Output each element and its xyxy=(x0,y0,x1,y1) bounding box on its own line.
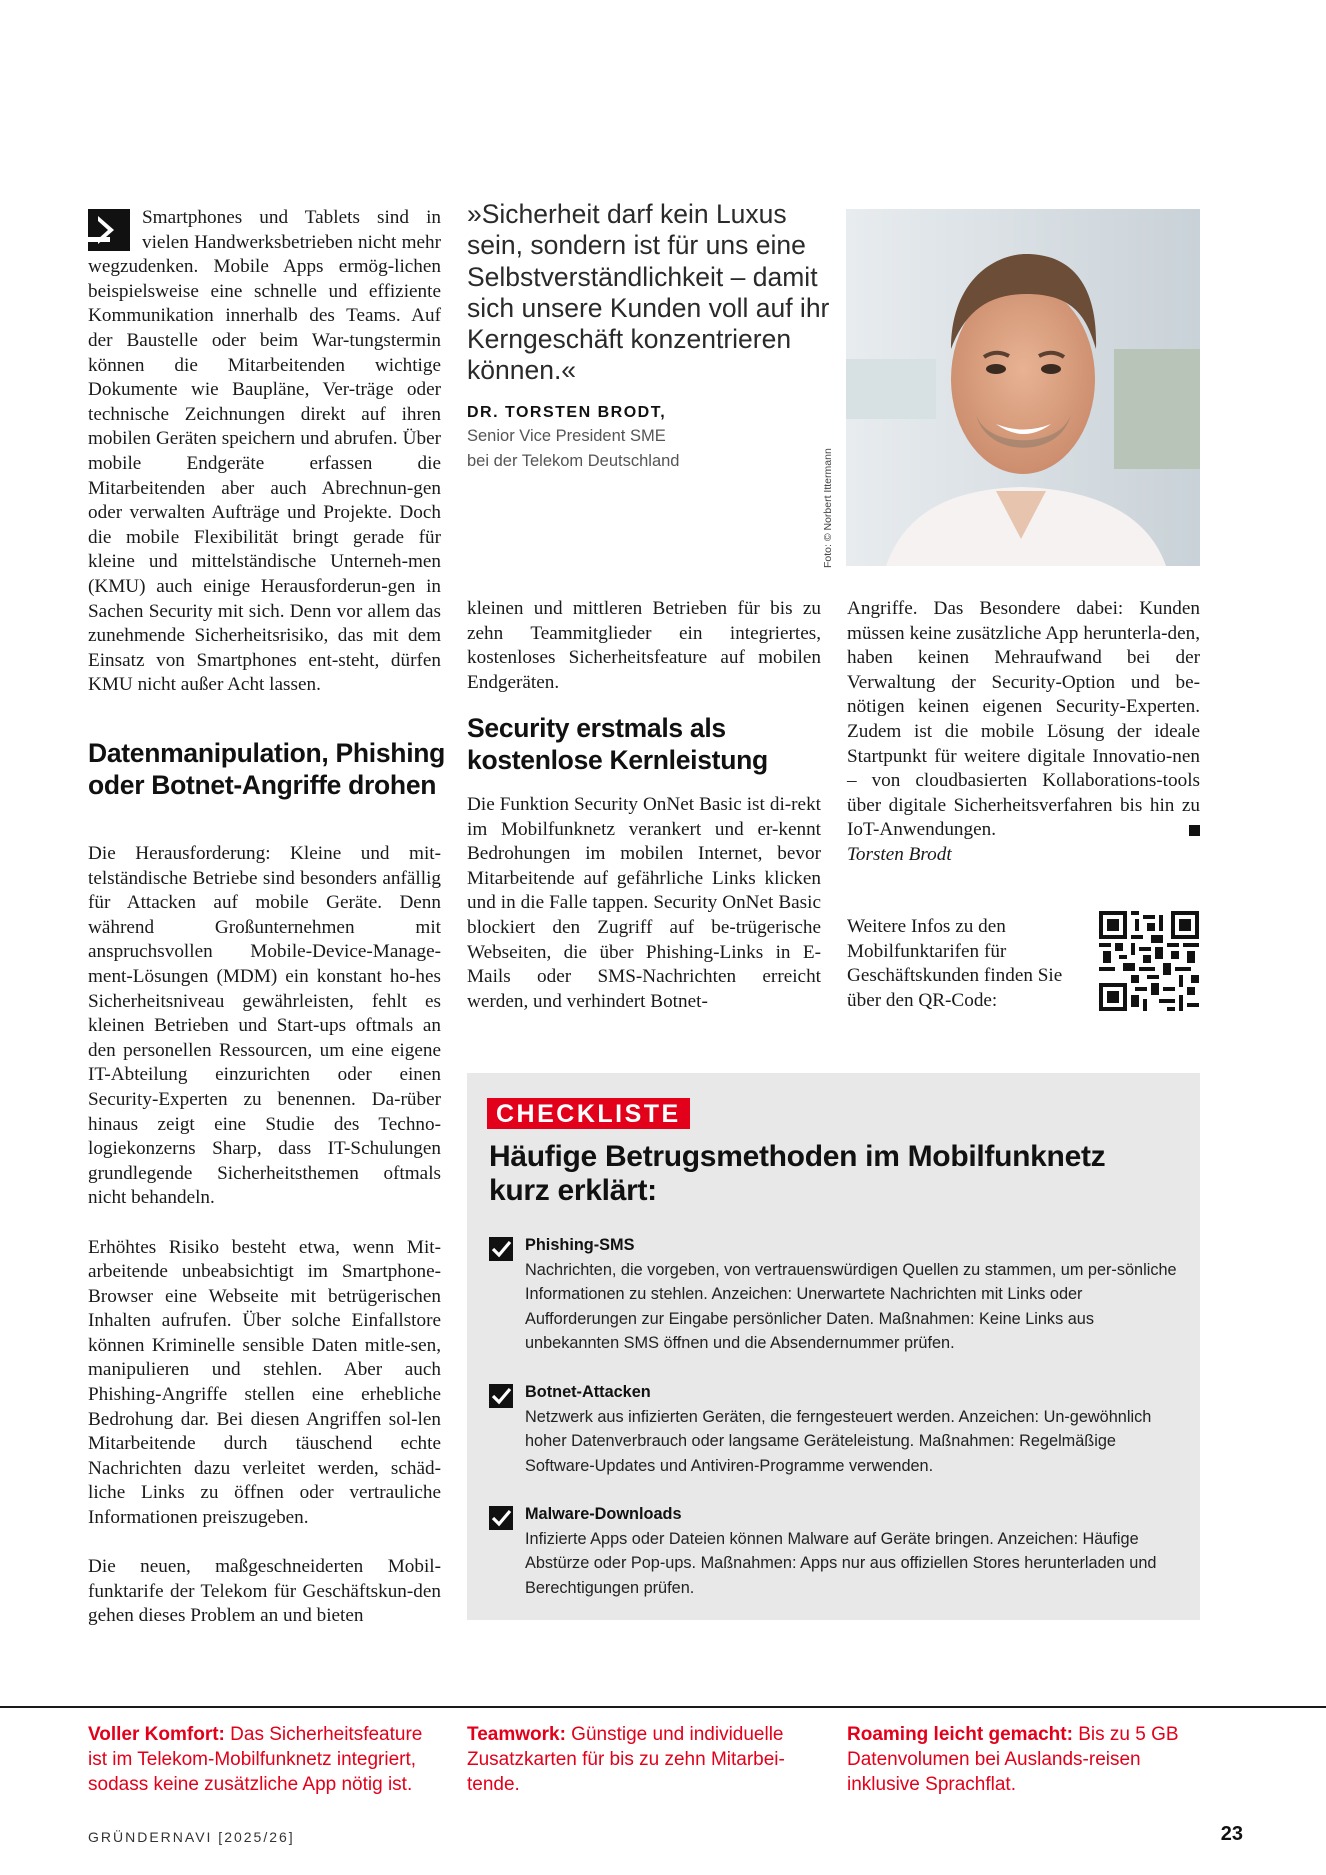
paragraph-angriffe xyxy=(847,597,1200,843)
paragraph-security-onnet: Die Funktion Security OnNet Basic ist di-rekt im Mobilfunknetz verankert und er-kennt Bedrohungen im mobilen Internet, bevor Mitarbeitende auf gefährliche Links klicken und in die Falle tappen. Security OnNet Basic blockiert den Zugriff auf be-trügerische Webseiten, die über Phishing-Links in E-Mails oder SMS-Nachrichten erreicht werden, und verhindert Botnet- xyxy=(467,794,821,1012)
column-2-upper xyxy=(467,597,821,695)
paragraph-kleinen-betrieben: kleinen und mittleren Betrieben für bis zu zehn Teammitglieder ein integriertes, kostenloses Sicherheitsfeature auf mobilen Endgeräten. xyxy=(467,598,821,693)
quote-author-name: DR. TORSTEN BRODT, xyxy=(467,404,667,421)
checklist-item-text: Infizierte Apps oder Dateien können Malware auf Geräte bringen. Anzeichen: Häufige Abstürze oder Pop-ups. Maßnahmen: Apps nur aus offiziellen Stores herunterladen und Berechtigungen prüfen. xyxy=(525,1529,1157,1597)
page-number: 23 xyxy=(1220,1823,1243,1845)
highlight-label: Voller Komfort: xyxy=(88,1724,225,1745)
quote-author-role-2: bei der Telekom Deutschland xyxy=(467,452,680,470)
quote-author-role-1: Senior Vice President SME xyxy=(467,427,666,445)
checklist-item xyxy=(489,1502,1179,1600)
paragraph-neue-tarife: Die neuen, maßgeschneiderten Mobil-funktarife der Telekom für Geschäftskun-den gehen dieses Problem an und bieten xyxy=(88,1556,441,1627)
photo-credit: Foto: © Norbert Ittermann xyxy=(822,448,834,568)
checkbox-checked-icon xyxy=(489,1384,513,1408)
checklist-item-content xyxy=(525,1380,1179,1478)
checkbox-checked-icon xyxy=(489,1506,513,1530)
arrow-right-icon xyxy=(88,209,130,251)
intro-paragraph: Smartphones und Tablets sind in vielen Handwerksbetrieben nicht mehr wegzudenken. Mobile Apps ermög-lichen beispielsweise eine schnelle und effiziente Kommunikation innerhalb des Teams. Auf der Baustelle oder beim War-tungstermin können die Mitarbeitenden wichtige Dokumente wie Baupläne, Ver-träge oder technische Zeichnungen direkt auf ihren mobilen Geräten speichern und abrufen. Über mobile Endgeräte erfassen die Mitarbeitenden aber auch Abrechnun-gen oder verwalten Aufträge und Projekte. Doch die mobile Flexibilität bringt gerade für kleine und mittelständische Unterneh-men (KMU) auch einige Herausforderun-gen in Sachen Security mit sich. Denn vor allem das zunehmende Sicherheitsrisiko, das mit dem Einsatz von Smartphones ent-steht, dürfen KMU nicht außer Acht lassen. xyxy=(88,207,441,696)
qr-code-icon[interactable] xyxy=(1099,911,1199,1011)
highlight-roaming xyxy=(847,1722,1202,1797)
checklist-box xyxy=(467,1073,1200,1620)
checkbox-checked-icon xyxy=(489,1237,513,1261)
checklist-title: Häufige Betrugsmethoden im Mobilfunknetz kurz erklärt: xyxy=(489,1140,1106,1207)
paragraph-angriffe-text: Angriffe. Das Besondere dabei: Kunden müssen keine zusätzliche App herunterla-den, haben keinen Mehraufwand bei der Verwaltung der Security-Option und be-nötigen keinen eigenen Security-Experten. Zudem ist die mobile Lösung der ideale Startpunkt für weitere digitale Innovatio-nen – von cloudbasierten Kollaborations-tools über digitale Sicherheitsverfahren bis hin zu IoT-Anwendungen. xyxy=(847,598,1200,841)
checklist-item-title: Malware-Downloads xyxy=(525,1505,682,1523)
end-mark-icon xyxy=(1189,825,1200,836)
checklist-item-title: Botnet-Attacken xyxy=(525,1383,651,1401)
footer-divider xyxy=(0,1706,1326,1708)
paragraph-herausforderung: Die Herausforderung: Kleine und mit-telständische Betriebe sind besonders anfällig für Attacken auf mobile Geräte. Denn während Großunternehmen mit anspruchsvollen Mobile-Device-Manage-ment-Lösungen (MDM) ein konstant ho-hes Sicherheitsniveau gewährleisten, fehlt es kleinen Betrieben und Start-ups oftmals an den personellen Ressourcen, um eine eigene IT-Abteilung einzurichten oder einen Security-Experten zu benennen. Da-rüber hinaus zeigt eine Studie des Techno-logiekonzerns Sharp, dass IT-Schulungen grundlegende Sicherheitsthemen oftmals nicht behandeln. xyxy=(88,843,441,1209)
pull-quote: »Sicherheit darf kein Luxus sein, sondern ist für uns eine Selbstverständlichkeit – damit sich unsere Kunden voll auf ihr Kerngeschäft konzentrieren können.« xyxy=(467,199,830,386)
column-1-lower xyxy=(88,842,441,1629)
section-heading-security: Security erstmals als kostenlose Kernleistung xyxy=(467,713,768,775)
checklist-item xyxy=(489,1233,1179,1356)
magazine-name: GRÜNDERNAVI [2025/26] xyxy=(88,1829,295,1845)
author-signature: Torsten Brodt xyxy=(847,843,952,865)
section-heading-datenmanipulation: Datenmanipulation, Phishing oder Botnet-Angriffe drohen xyxy=(88,738,446,800)
checklist-item-title: Phishing-SMS xyxy=(525,1236,635,1254)
checklist-item-content xyxy=(525,1502,1179,1600)
quote-author xyxy=(467,404,827,474)
checklist-item-content xyxy=(525,1233,1179,1356)
paragraph-risiko: Erhöhtes Risiko besteht etwa, wenn Mit-arbeitende unbeabsichtigt im Smartphone-Browser eine Webseite mit betrügerischen Inhalten aufrufen. Über solche Einfallstore können Kriminelle sensible Daten mitle-sen, manipulieren und stehlen. Aber auch Phishing-Angriffe stellen eine erhebliche Bedrohung dar. Bei diesen Angriffen sol-len Mitarbeitende durch täuschend echte Nachrichten dazu verleitet werden, schäd-liche Links zu öffnen oder vertrauliche Informationen preiszugeben. xyxy=(88,1236,441,1529)
portrait-illustration xyxy=(846,209,1200,566)
highlight-text: Günstige und individuelle Zusatzkarten für bis zu zehn Mitarbei-tende. xyxy=(467,1724,785,1795)
highlight-komfort xyxy=(88,1722,443,1797)
highlight-teamwork xyxy=(467,1722,822,1797)
checklist-item-text: Nachrichten, die vorgeben, von vertrauenswürdigen Quellen zu stammen, um per-sönliche Informationen zu stehlen. Anzeichen: Unerwartete Nachrichten mit Links oder Aufforderungen zur Eingabe persönlicher Daten. Maßnahmen: Keine Links aus unbekannten SMS öffnen und die Absendernummer prüfen. xyxy=(525,1260,1177,1353)
column-3 xyxy=(847,597,1200,868)
highlight-text: Bis zu 5 GB Datenvolumen bei Auslands-reisen inklusive Sprachflat. xyxy=(847,1724,1179,1795)
column-1 xyxy=(88,206,441,698)
column-2-lower xyxy=(467,793,821,1014)
highlight-label: Roaming leicht gemacht: xyxy=(847,1724,1073,1745)
checklist-badge: CHECKLISTE xyxy=(487,1098,690,1129)
portrait-photo xyxy=(846,209,1200,566)
checklist-item-text: Netzwerk aus infizierten Geräten, die ferngesteuert werden. Anzeichen: Un-gewöhnlich hoher Datenverbrauch oder langsame Geräteleistung. Maßnahmen: Regelmäßige Software-Updates und Antiviren-Programme verwenden. xyxy=(525,1407,1152,1475)
highlight-text: Das Sicherheitsfeature ist im Telekom-Mobilfunknetz integriert, sodass keine zusätzliche App nötig ist. xyxy=(88,1724,423,1795)
highlight-label: Teamwork: xyxy=(467,1724,566,1745)
qr-note: Weitere Infos zu den Mobilfunktarifen für Geschäftskunden finden Sie über den QR-Code: xyxy=(847,916,1063,1011)
checklist-item xyxy=(489,1380,1179,1478)
